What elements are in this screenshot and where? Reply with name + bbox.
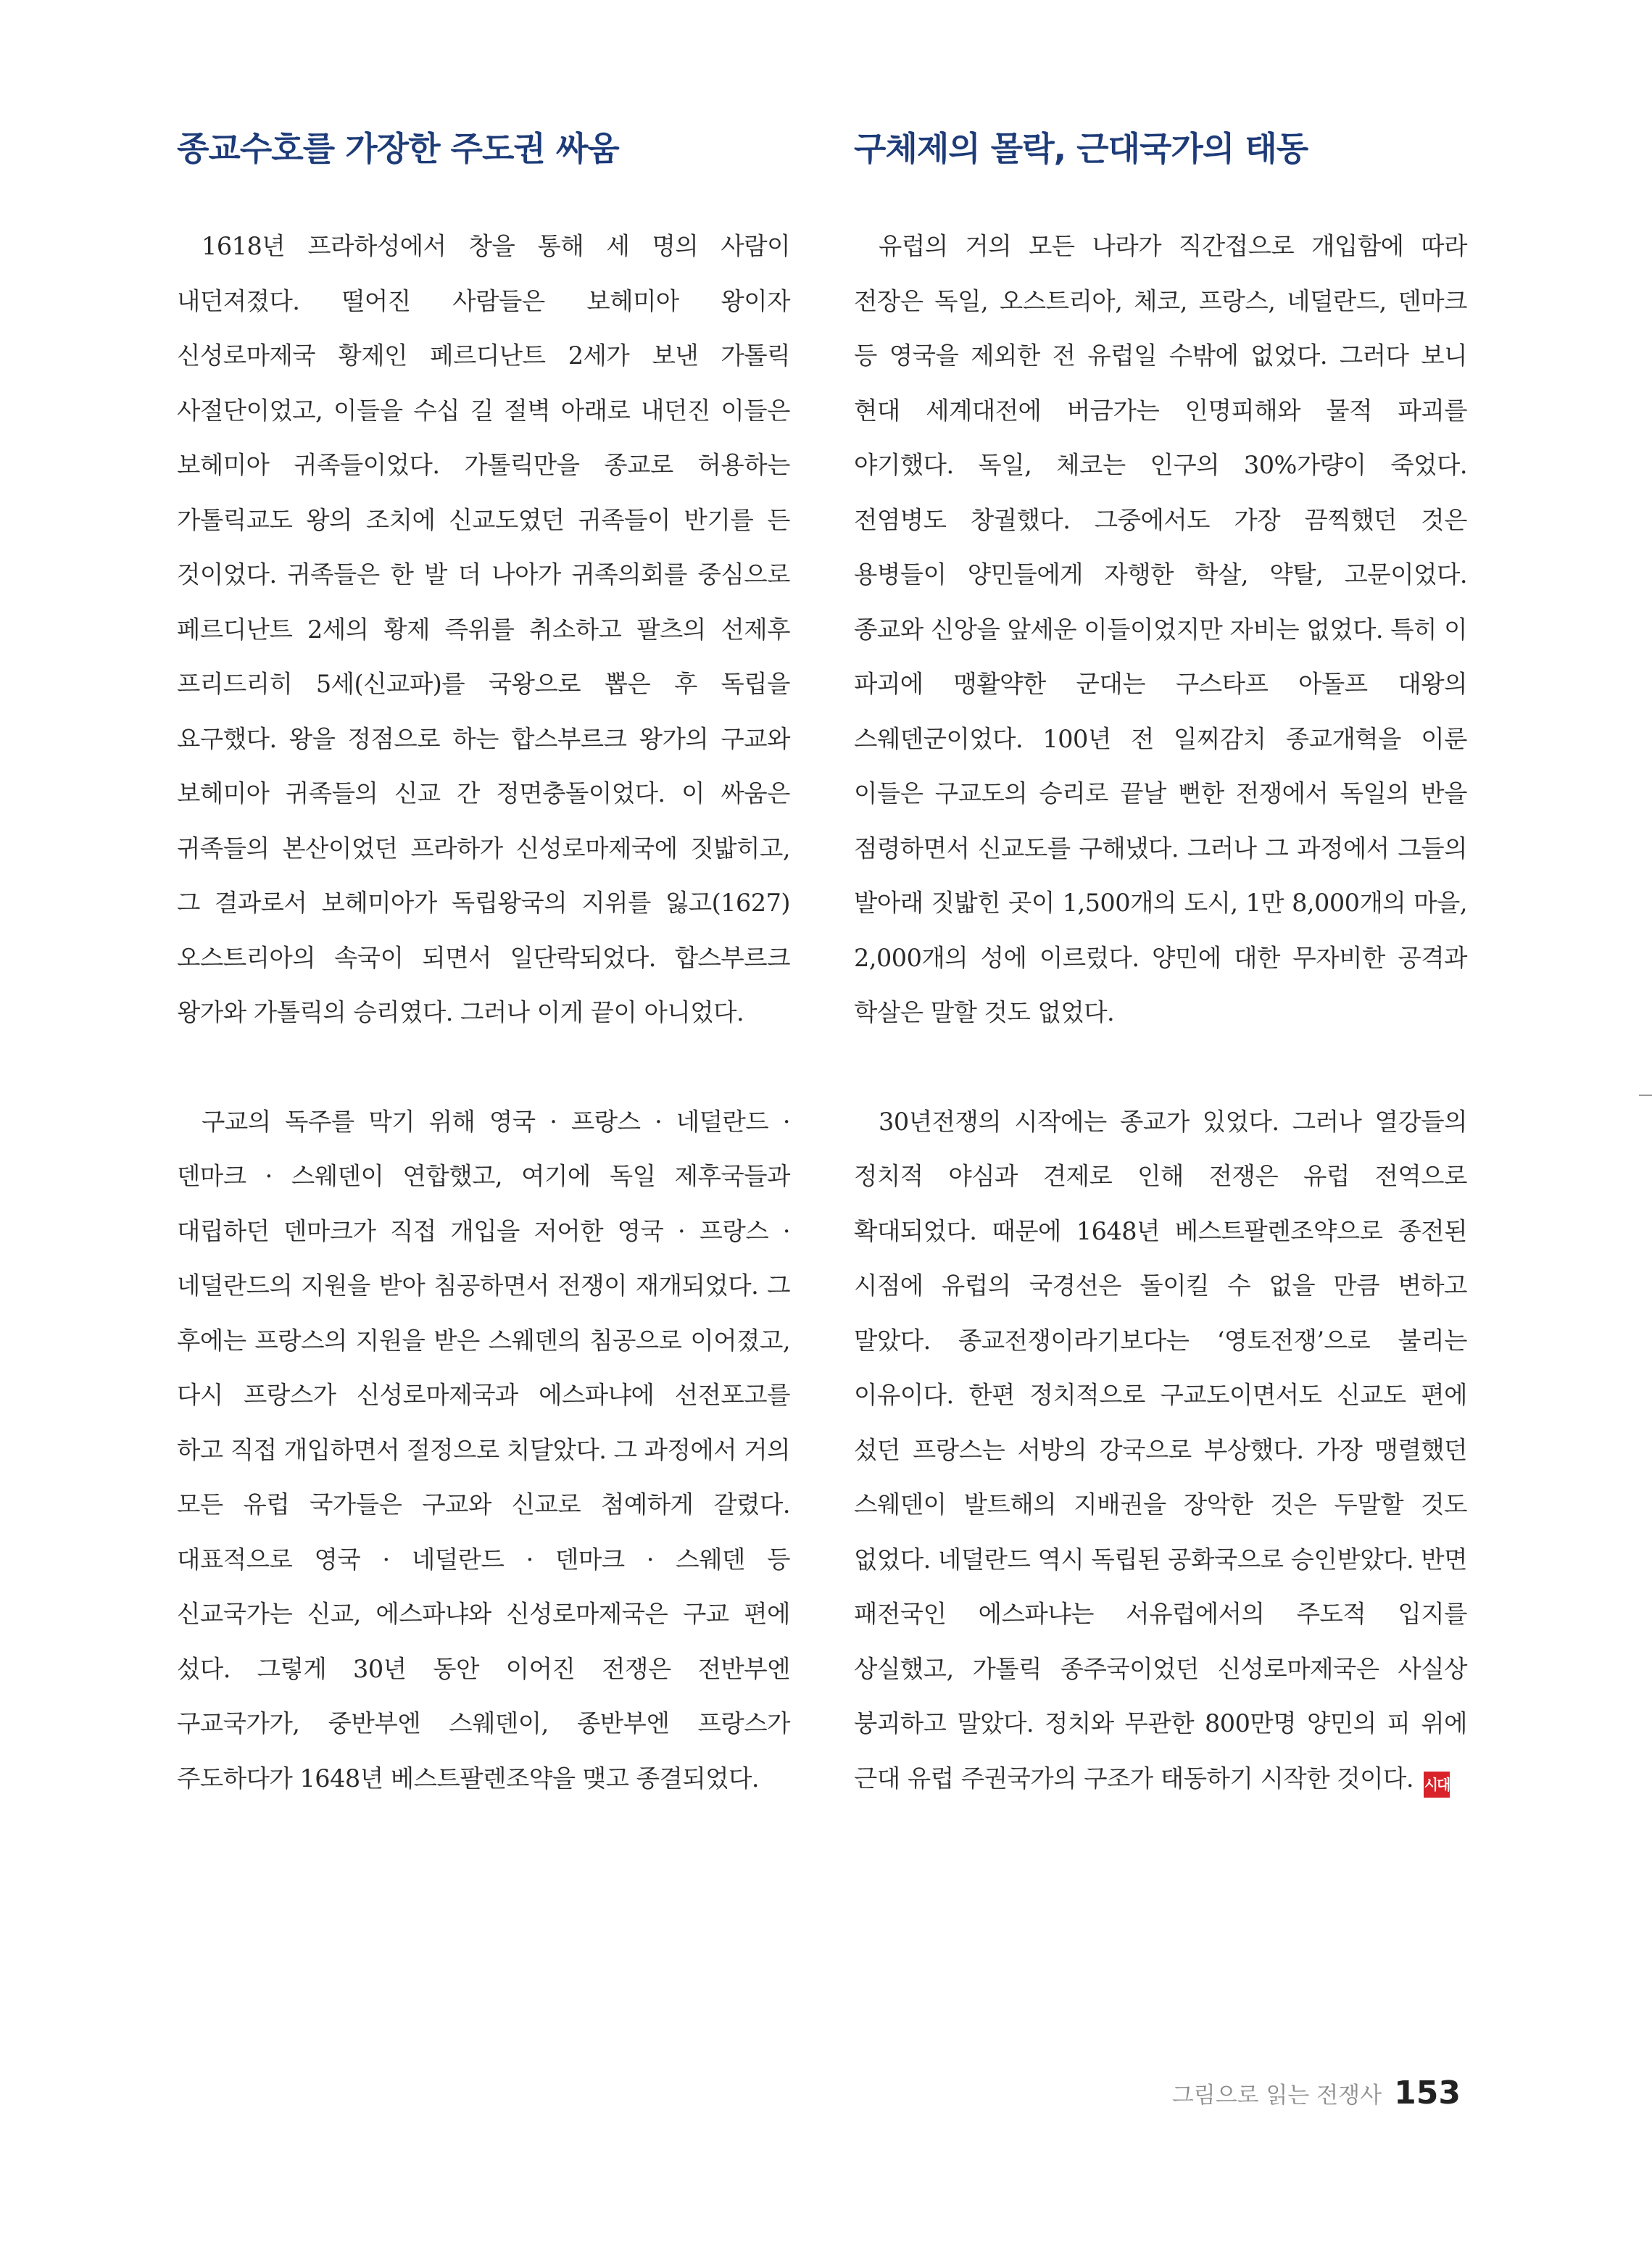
right-paragraph-1: 유럽의 거의 모든 나라가 직간접으로 개입함에 따라 전장은 독일, 오스트리아, 체코, 프랑스, 네덜란드, 덴마크 등 영국을 제외한 전 유럽일 수밖에 없었다. 그러다 보니 현대 세계대전에 버금가는 인명피해와 물적 파괴를 야기했다. 독일, 체코는 인구의 30%가량이 죽었다. 전염병도 창궐했다. 그중에서도 가장 끔찍했던 것은 용병들이 양민들에게 자행한 학살, 약탈, 고문이었다. 종교와 신앙을 앞세운 이들이었지만 자비는 없었다. 특히 이 파괴에 맹활약한 군대는 구스타프 아돌프 대왕의 스웨덴군이었다. 100년 전 일찌감치 종교개혁을 이룬 이들은 구교도의 승리로 끝날 뻔한 전쟁에서 독일의 반을 점령하면서 신교도를 구해냈다. 그러나 그 과정에서 그들의 발아래 짓밟힌 곳이 1,500개의 도시, 1만 8,000개의 마을, 2,000개의 성에 이르렀다. 양민에 대한 무자비한 공격과 학살은 말할 것도 없었다. [854,232,1467,1026]
section-heading-right: 구체제의 몰락, 근대국가의 태동 [854,129,1308,168]
left-paragraph-2: 구교의 독주를 막기 위해 영국 · 프랑스 · 네덜란드 · 덴마크 · 스웨덴이 연합했고, 여기에 독일 제후국들과 대립하던 덴마크가 직접 개입을 저어한 영국 · 프랑스 · 네덜란드의 지원을 받아 침공하면서 전쟁이 재개되었다. 그 후에는 프랑스의 지원을 받은 스웨덴의 침공으로 이어졌고, 다시 프랑스가 신성로마제국과 에스파냐에 선전포고를 하고 직접 개입하면서 절정으로 치달았다. 그 과정에서 거의 모든 유럽 국가들은 구교와 신교로 첨예하게 갈렸다. 대표적으로 영국 · 네덜란드 · 덴마크 · 스웨덴 등 신교국가는 신교, 에스파냐와 신성로마제국은 구교 편에 섰다. 그렇게 30년 동안 이어진 전쟁은 전반부엔 구교국가가, 중반부엔 스웨덴이, 종반부엔 프랑스가 주도하다가 1648년 베스트팔렌조약을 맺고 종결되었다. [177,1107,790,1793]
page-number: 153 [1394,2075,1461,2112]
page-footer [1172,2075,1461,2112]
paragraph-gap [177,1040,790,1095]
left-column [177,123,790,1806]
right-paragraph-2 [854,1095,1467,1806]
book-title: 그림으로 읽는 전쟁사 [1171,2083,1382,2109]
end-mark-icon: 시대 [1424,1772,1450,1798]
right-paragraph-2-text: 30년전쟁의 시작에는 종교가 있었다. 그러나 열강들의 정치적 야심과 견제로 인해 전쟁은 유럽 전역으로 확대되었다. 때문에 1648년 베스트팔렌조약으로 종전된 시점에 유럽의 국경선은 돌이킬 수 없을 만큼 변하고 말았다. 종교전쟁이라기보다는 ‘영토전쟁’으로 불리는 이유이다. 한편 정치적으로 구교도이면서도 신교도 편에 섰던 프랑스는 서방의 강국으로 부상했다. 가장 맹렬했던 스웨덴이 발트해의 지배권을 장악한 것은 두말할 것도 없었다. 네덜란드 역시 독립된 공화국으로 승인받았다. 반면 패전국인 에스파냐는 서유럽에서의 주도적 입지를 상실했고, 가톨릭 종주국이었던 신성로마제국은 사실상 붕괴하고 말았다. 정치와 무관한 800만명 양민의 피 위에 근대 유럽 주권국가의 구조가 태동하기 시작한 것이다. [854,1107,1467,1793]
margin-tick [1639,1095,1652,1096]
right-column [854,123,1467,1806]
paragraph-gap [854,1040,1467,1095]
section-heading-left: 종교수호를 가장한 주도권 싸움 [177,129,619,168]
left-paragraph-1: 1618년 프라하성에서 창을 통해 세 명의 사람이 내던져졌다. 떨어진 사람들은 보헤미아 왕이자 신성로마제국 황제인 페르디난트 2세가 보낸 가톨릭 사절단이었고, 이들을 수십 길 절벽 아래로 내던진 이들은 보헤미아 귀족들이었다. 가톨릭만을 종교로 허용하는 가톨릭교도 왕의 조치에 신교도였던 귀족들이 반기를 든 것이었다. 귀족들은 한 발 더 나아가 귀족의회를 중심으로 페르디난트 2세의 황제 즉위를 취소하고 팔츠의 선제후 프리드리히 5세(신교파)를 국왕으로 뽑은 후 독립을 요구했다. 왕을 정점으로 하는 합스부르크 왕가의 구교와 보헤미아 귀족들의 신교 간 정면충돌이었다. 이 싸움은 귀족들의 본산이었던 프라하가 신성로마제국에 짓밟히고, 그 결과로서 보헤미아가 독립왕국의 지위를 잃고(1627) 오스트리아의 속국이 되면서 일단락되었다. 합스부르크 왕가와 가톨릭의 승리였다. 그러나 이게 끝이 아니었다. [177,232,790,1026]
